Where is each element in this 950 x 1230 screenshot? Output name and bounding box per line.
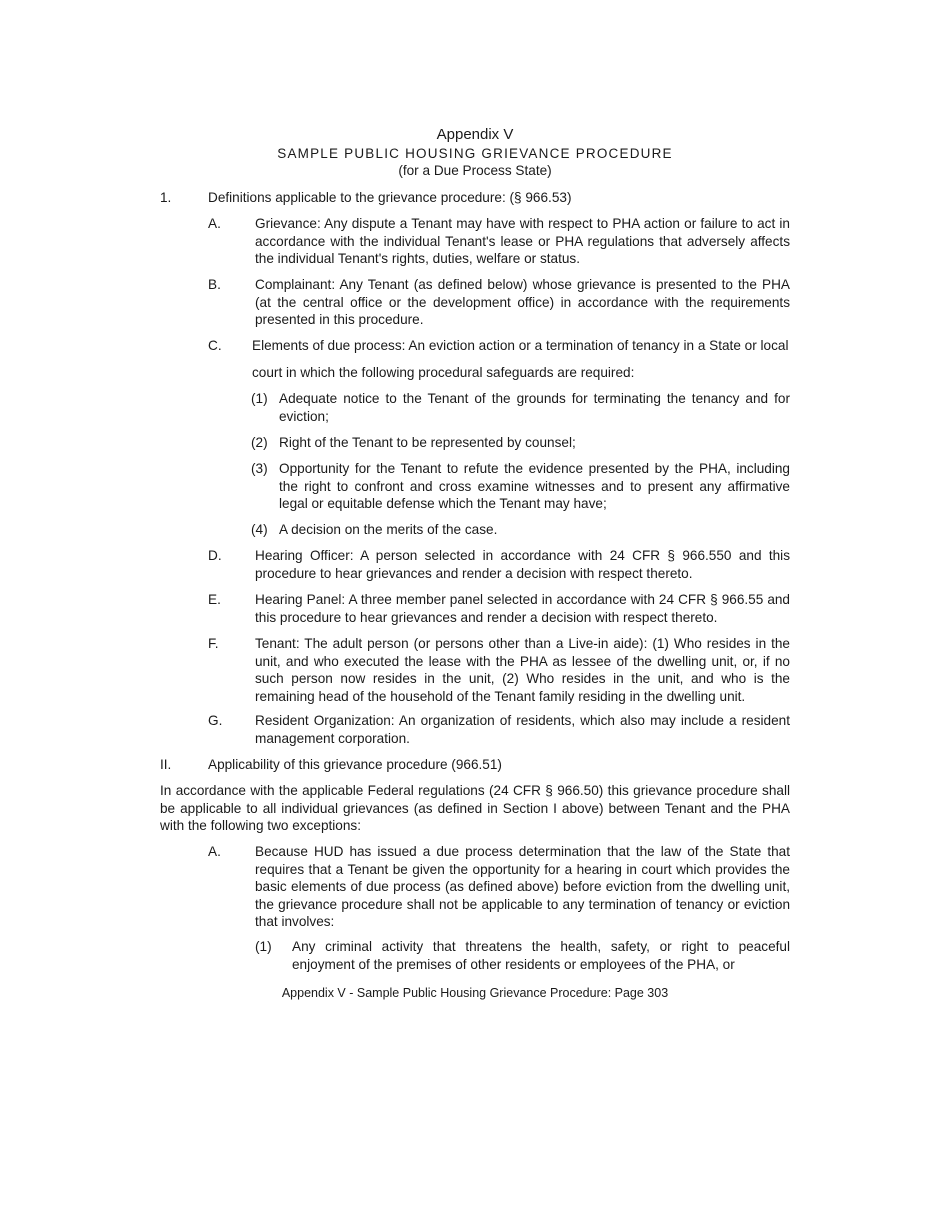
section-2-item-a-text: Because HUD has issued a due process determination that the law of the State that requires that a Tenant be given the opportunity for a hearing in court which provides the basic elements of due process (as defined above) before eviction from the dwelling unit, the grievance procedure shall not be applicable to any termination of tenancy or eviction that involves: [255, 844, 790, 929]
page-footer: Appendix V - Sample Public Housing Grievance Procedure: Page 303 [281, 986, 669, 1000]
item-c-text-continued: court in which the following procedural safeguards are required: [252, 365, 635, 380]
section-2-subitem-1-text: Any criminal activity that threatens the health, safety, or right to peaceful enjoyment of the premises of other residents or employees of the PHA, or [292, 939, 790, 972]
item-b-letter: B. [208, 277, 221, 292]
subitem-1-text: Adequate notice to the Tenant of the grounds for terminating the tenancy and for eviction; [279, 391, 790, 424]
section-2-number: II. [160, 757, 172, 772]
item-c-text: Elements of due process: An eviction action or a termination of tenancy in a State or local [252, 338, 789, 353]
subitem-2-number: (2) [251, 435, 268, 450]
page-subnote: (for a Due Process State) [398, 163, 552, 178]
page-subtitle: SAMPLE PUBLIC HOUSING GRIEVANCE PROCEDURE [277, 146, 673, 161]
item-e-text: Hearing Panel: A three member panel selected in accordance with 24 CFR § 966.55 and this procedure to hear grievances and render a decision with respect thereto. [255, 592, 790, 625]
item-a-letter: A. [208, 216, 221, 231]
subitem-4-text: A decision on the merits of the case. [279, 522, 498, 537]
subitem-2-text: Right of the Tenant to be represented by counsel; [279, 435, 576, 450]
item-e-letter: E. [208, 592, 221, 607]
section-2-item-a-letter: A. [208, 844, 221, 859]
item-f-text: Tenant: The adult person (or persons other than a Live-in aide): (1) Who resides in the unit, and who executed the lease with the PHA as lessee of the dwelling unit, or, if no such person now resides in the unit, (2) Who resides in the unit, and who is the remaining head of the household of the Tenant family residing in the dwelling unit. [255, 636, 790, 704]
section-2-intro: In accordance with the applicable Federal regulations (24 CFR § 966.50) this grievance procedure shall be applicable to all individual grievances (as defined in Section I above) between Tenant and the PHA with the following two exceptions: [160, 783, 790, 833]
section-2-heading: Applicability of this grievance procedure (966.51) [208, 757, 502, 772]
item-g-text: Resident Organization: An organization of residents, which also may include a resident management corporation. [255, 713, 790, 746]
item-c-letter: C. [208, 338, 222, 353]
item-g-letter: G. [208, 713, 223, 728]
item-d-text: Hearing Officer: A person selected in accordance with 24 CFR § 966.550 and this procedure to hear grievances and render a decision with respect thereto. [255, 548, 790, 581]
subitem-4-number: (4) [251, 522, 268, 537]
section-2-subitem-1-number: (1) [255, 939, 272, 954]
subitem-3-text: Opportunity for the Tenant to refute the evidence presented by the PHA, including the right to confront and cross examine witnesses and to present any affirmative legal or equitable defense which the Tenant may have; [279, 461, 790, 511]
subitem-1-number: (1) [251, 391, 268, 406]
page-title: Appendix V [436, 126, 514, 143]
item-a-text: Grievance: Any dispute a Tenant may have with respect to PHA action or failure to act in accordance with the individual Tenant's lease or PHA regulations that adversely affects the individual Tenant's rights, duties, welfare or status. [255, 216, 790, 266]
item-d-letter: D. [208, 548, 222, 563]
section-1-heading: Definitions applicable to the grievance procedure: (§ 966.53) [208, 190, 572, 205]
section-1-number: 1. [160, 190, 172, 205]
subitem-3-number: (3) [251, 461, 268, 476]
item-b-text: Complainant: Any Tenant (as defined below) whose grievance is presented to the PHA (at the central office or the development office) in accordance with the requirements presented in this procedure. [255, 277, 790, 327]
item-f-letter: F. [208, 636, 219, 651]
